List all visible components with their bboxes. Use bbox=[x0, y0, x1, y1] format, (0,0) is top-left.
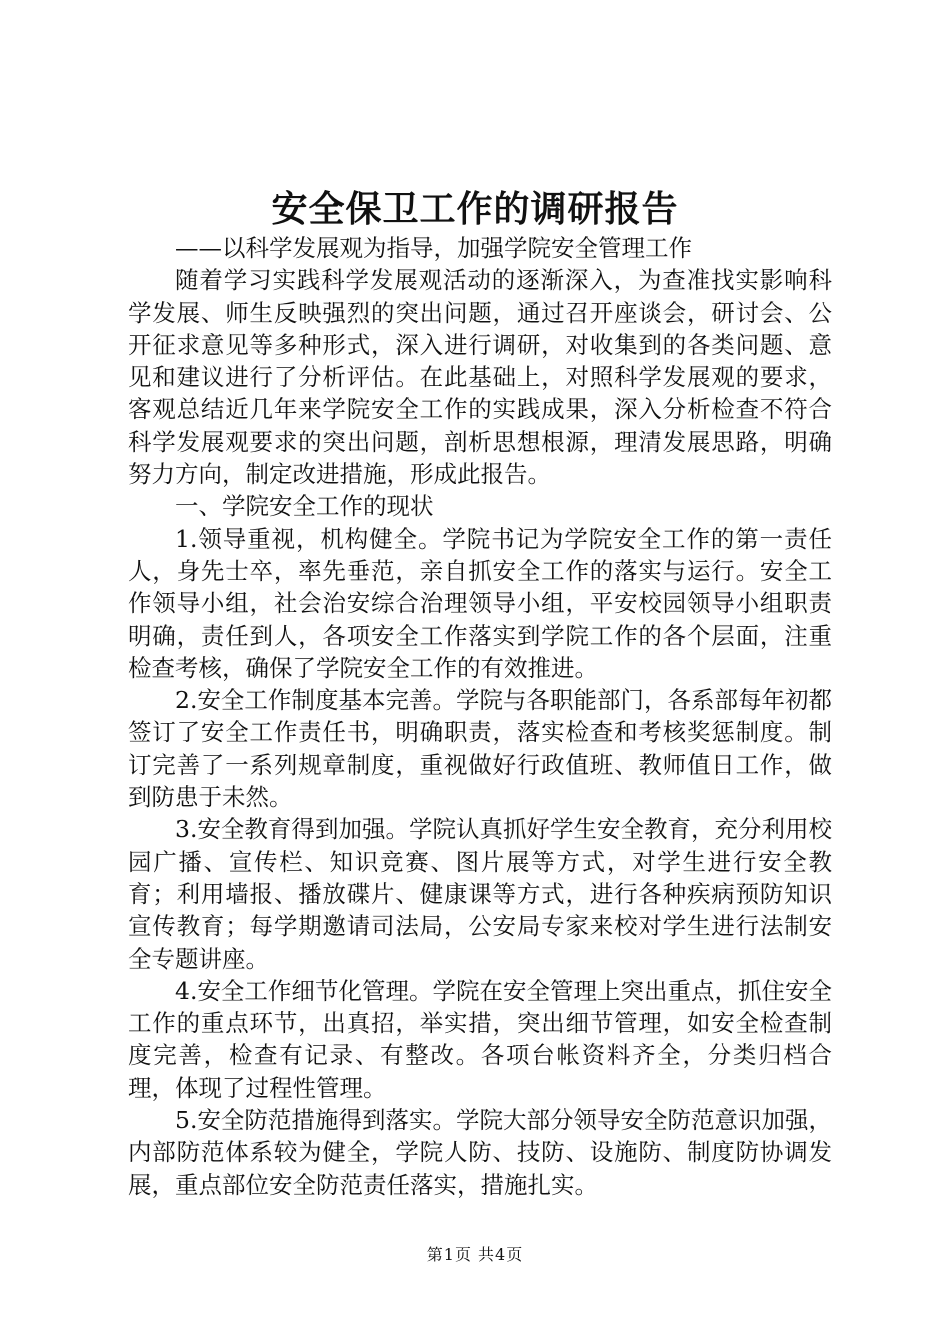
paragraph-item-4: 4.安全工作细节化管理。学院在安全管理上突出重点，抓住安全工作的重点环节，出真招，举实措，突出细节管理，如安全检查制度完善，检查有记录、有整改。各项台帐资料齐全，分类归档合理，体现了过程性管理。 bbox=[128, 976, 832, 1102]
intro-paragraph: 随着学习实践科学发展观活动的逐渐深入，为查准找实影响科学发展、师生反映强烈的突出问题，通过召开座谈会，研讨会、公开征求意见等多种形式，深入进行调研，对收集到的各类问题、意见和建议进行了分析评估。在此基础上，对照科学发展观的要求，客观总结近几年来学院安全工作的实践成果，深入分析检查不符合科学发展观要求的突出问题，剖析思想根源，理清发展思路，明确努力方向，制定改进措施，形成此报告。 bbox=[128, 266, 832, 489]
section-heading: 一、学院安全工作的现状 bbox=[175, 492, 434, 521]
page-footer: 第1页 共4页 bbox=[426, 1245, 524, 1264]
document-subtitle: ——以科学发展观为指导，加强学院安全管理工作 bbox=[175, 234, 692, 262]
paragraph-item-1: 1.领导重视，机构健全。学院书记为学院安全工作的第一责任人，身先士卒，率先垂范，亲自抓安全工作的落实与运行。安全工作领导小组，社会治安综合治理领导小组，平安校园领导小组职责明确，责任到人，各项安全工作落实到学院工作的各个层面，注重检查考核，确保了学院安全工作的有效推进。 bbox=[128, 524, 832, 682]
document-body bbox=[128, 232, 832, 1201]
paragraph-item-2: 2.安全工作制度基本完善。学院与各职能部门，各系部每年初都签订了安全工作责任书，明确职责，落实检查和考核奖惩制度。制订完善了一系列规章制度，重视做好行政值班、教师值日工作，做到防患于未然。 bbox=[128, 686, 832, 812]
paragraph-item-3: 3.安全教育得到加强。学院认真抓好学生安全教育，充分利用校园广播、宣传栏、知识竞赛、图片展等方式，对学生进行安全教育；利用墙报、播放碟片、健康课等方式，进行各种疾病预防知识宣传教育；每学期邀请司法局，公安局专家来校对学生进行法制安全专题讲座。 bbox=[128, 815, 832, 973]
paragraph-item-5: 5.安全防范措施得到落实。学院大部分领导安全防范意识加强，内部防范体系较为健全，学院人防、技防、设施防、制度防协调发展，重点部位安全防范责任落实，措施扎实。 bbox=[128, 1106, 832, 1199]
document-title: 安全保卫工作的调研报告 bbox=[271, 188, 679, 230]
